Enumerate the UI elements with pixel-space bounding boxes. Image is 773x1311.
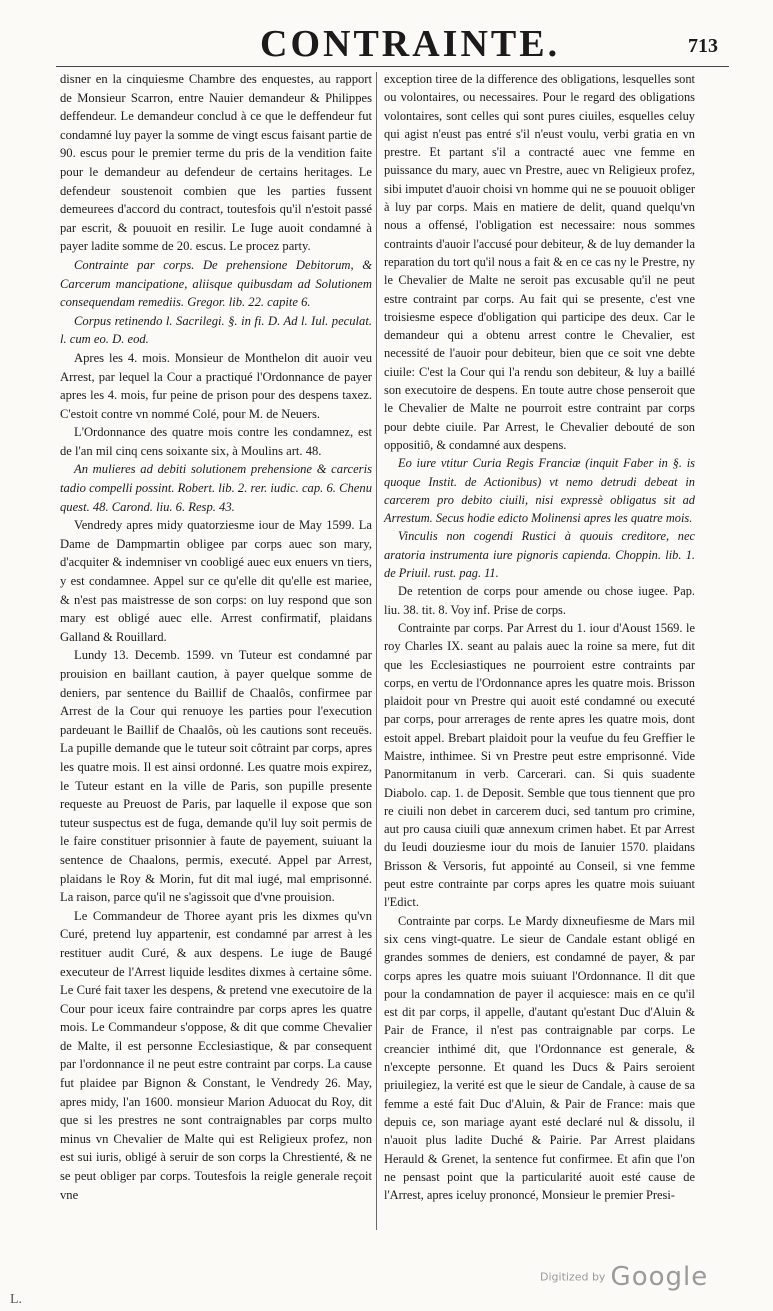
paragraph: Contrainte par corps. Par Arrest du 1. iour d'Aoust 1569. le roy Charles IX. seant au palais auec la roine sa mere, fut dit que les Ecclesiastiques ne pourroient estre contraints par corps, en vertu de l'Ordonnance apres les quatre mois. Brisson plaidoit pour vn Prestre qui auoit esté condamné ou executé par corps, pour arrerages de rente apres les quatre mois, dont estoit appel. Brebart plaidoit pour la veufue du feu Greffier le Maistre, inthimee. Si vn Prestre peut estre emprisonné. Vide Panormitanum in verb. Carcerari. can. Si quis suadente Diabolo. cap. 1. de Deposit. Semble que tous tiennent que pro re ciuili non debet in carcerem duci, sed tantum pro crimine, aut pro causa ciuili quæ annexum crimen habet. Et par Arrest du Ieudi douziesme iour du mois de Ianuier 1570. plaidans Brisson & Versoris, fut appointé au Conseil, si vne femme peut estre contrainte par corps apres les quatre mois suiuant l'Edict.: [384, 620, 695, 910]
running-head: CONTRAINTE.: [260, 23, 561, 65]
paragraph: Vinculis non cogendi Rustici à quouis creditore, nec aratoria instrumenta iure pignoris capienda. Choppin. lib. 1. de Priuil. rust. pag. 11.: [384, 529, 695, 581]
paragraph: Lundy 13. Decemb. 1599. vn Tuteur est condamné par prouision en baillant caution, à payer quelque somme de deniers, par sentence du Baillif de Chaalôs, confirmee par Arrest de la Cour qui renuoye les parties pour l'execution pardeuant le Baillif de Chaalôs, où les cautions sont receuës. La pupille demande que le tuteur soit côtraint par corps, apres les quatre mois. Il est ainsi ordonné. Les quatre mois expirez, le Tuteur estant en la ville de Paris, son pupille presente requeste au Preuost de Paris, par laquelle il expose que son tuteur suspectus est de fuga, demande qu'il luy soit permis de le faire constituer prisonnier à faute de payement, suiuant la sentence de Chaalons, permis, executé. Appel par Arrest, plaidans le Roy & Morin, fut dit mal iugé, mal emprisonné. La raison, parce qu'il ne s'agissoit que d'vne prouision.: [60, 648, 372, 905]
paragraph: L'Ordonnance des quatre mois contre les condamnez, est de l'an mil cinq cens soixante six, à Moulins art. 48.: [60, 425, 372, 458]
left-column: [60, 70, 372, 1204]
paragraph: Eo iure vtitur Curia Regis Franciæ (inquit Faber in §. is quoque Instit. de Actionibus) vt nemo detrudi debeat in carcerem pro debito ciuili, nisi expressè obligatus sit ad Arrestum. Secus hodie edicto Molinensi apres les quatre mois.: [384, 456, 695, 526]
paragraph: An mulieres ad debiti solutionem prehensione & carceris tadio compelli possint. Robert. lib. 2. rer. iudic. cap. 6. Chenu quest. 48. Carond. liu. 6. Resp. 43.: [60, 462, 372, 514]
paragraph: exception tiree de la difference des obligations, lesquelles sont ou volontaires, ou necessaires. Pour le regard des obligations volontaires, sont celles qui sont pures ciuiles, esquelles celuy qui agist n'eust pas entré s'il n'eust voulu, verbi gratia en vn prestre. Et partant s'il a contracté auec vne femme en puissance du mary, auec vn Prestre, auec vn Religieux profez, sibi imputet d'auoir choisi vn homme qui ne se pouuoit obliger à luy par corps. Mais en matiere de delit, quand quelqu'vn nous a offensé, l'obligation est necessaire: nous sommes contraints d'auoir l'accusé pour debiteur, & de luy demander la reparation du tort qu'il nous a fait & en ce cas ny le Prestre, ny le Chevalier de Malte ne seroit pas excusable qu'il ne peut estre contraint par corps. Au fait qui se presente, c'est vne troisiesme espece d'obligation qui participe des deux. Car le demandeur qui a obtenu arrest contre le Chevalier, est necessité de l'auoir pour debiteur, bien que ce soit vne debte ciuile: C'est la Cour qui l'a rendu son debiteur, & luy a baillé son executoire de despens. En toute autre chose penseroit que le Chevalier de Malte ne pourroit estre contraint par corps pour debte ciuile. Par Arrest, le Chevalier debouté de son oppositiô, & condamné aux despens.: [384, 72, 695, 452]
paragraph: Le Commandeur de Thoree ayant pris les dixmes qu'vn Curé, pretend luy appartenir, est condamné par arrest à les restituer audit Curé, & aux despens. Le iuge de Baugé executeur de l'Arrest liquide lesdites dixmes à certaine sôme. Le Curé fait taxer les despens, & pretend vne executoire de la Cour pour iceux faire contraindre par corps apres les quatre mois. Le Commandeur s'oppose, & dit que comme Chevalier de Malte, il est personne Ecclesiastique, & par consequent par l'ordonnance il ne peut estre contraint par corps. La cause fut plaidee par Bignon & Constant, le Vendredy 26. May, apres midy, l'an 1600. monsieur Marion Aduocat du Roy, dit que si les prestres ne sont contraignables par corps multo minus vn Chevalier de Malte qui est Religieux profez, non est sui iuris, obligé à seruir de son corps la Chrestienté, & ne se peut obliger par corps. Toutesfois la reigle generale reçoit vne: [60, 908, 372, 1202]
page-number: 713: [688, 35, 718, 57]
paragraph: disner en la cinquiesme Chambre des enquestes, au rapport de Monsieur Scarron, entre Nauier demandeur & Philippes deffendeur. Le demandeur conclud à ce que le deffendeur fut condamné luy payer la somme de vingt escus faisant partie de 90. escus pour le premier terme du pris de la vendition faite pour le demandeur au defendeur de certains heritages. Le defendeur soustenoit combien que les parties fussent demeurees d'accord du contract, toutesfois qu'il n'estoit passé par escrit, & pouuoit en resilir. Le Iuge auoit condamné à payer ladite somme de 20. escus. Le procez party.: [60, 72, 372, 254]
paragraph: Contrainte par corps. Le Mardy dixneufiesme de Mars mil six cens vingt-quatre. Le sieur de Candale estant obligé en grandes sommes de deniers, est condamné de payer, & par corps apres les quatre mois suiuant l'Ordonnance. Il dit que pour la condamnation de payer il acquiesce: mais en ce qu'il est dit par corps, il appelle, d'autant qu'estant Duc d'Aluin & Pair de France, il n'est pas contraignable par corps. Le creancier inthimé dit, que l'Ordonnance est generale, & n'excepte personne. Et quand les Ducs & Pairs seroient priuilegiez, la verité est que le sieur de Candale, à cause de sa femme a esté fait Duc d'Aluin, & Pair de France: mais que depuis ce, son mariage ayant esté declaré nul & dissolu, il n'auoit plus ladite Duché & Pairie. Par Arrest plaidans Herauld & Grenet, la sentence fut confirmee. Et afin que l'on ne pensast point que la particularité auoit esté cause de l'Arrest, apres iceluy prononcé, Monsieur le premier Presi-: [384, 913, 695, 1203]
paragraph: De retention de corps pour amende ou chose iugee. Pap. liu. 38. tit. 8. Voy inf. Prise de corps.: [384, 584, 695, 617]
paragraph: Corpus retinendo l. Sacrilegi. §. in fi. D. Ad l. Iul. peculat. l. cum eo. D. eod.: [60, 313, 372, 347]
right-column: [384, 70, 695, 1204]
column-divider: [376, 72, 377, 1230]
paragraph: Apres les 4. mois. Monsieur de Monthelon dit auoir veu Arrest, par lequel la Cour a practiqué l'Ordonnance de payer apres les 4. mois, fur peine de prison pour des despens taxez. C'estoit contre vn nommé Colé, pour M. de Neuers.: [60, 350, 372, 421]
digitized-by-text: Digitized by: [540, 1270, 606, 1284]
paragraph: Contrainte par corps. De prehensione Debitorum, & Carcerum mancipatione, aliisque quibusdam ad Solutionem consequendam remediis. Gregor. lib. 22. capite 6.: [60, 257, 372, 310]
header-rule: [56, 66, 729, 67]
paragraph: Vendredy apres midy quatorziesme iour de May 1599. La Dame de Dampmartin obligee par corps auec son mary, d'acquiter & indemniser vn coobligé auec eux enuers vn tiers, y est condamnee. Appel sur ce qu'elle dit qu'elle est mariee, & n'est pas maistresse de son corps: on luy respond que son mary est obligé auec elle. Arrest confirmatif, plaidans Galland & Rouillard.: [60, 518, 372, 644]
digitized-watermark: [540, 1262, 708, 1292]
page-header: [0, 22, 773, 66]
corner-glyph: L.: [10, 1292, 23, 1307]
google-logo-text: Google: [610, 1262, 709, 1292]
